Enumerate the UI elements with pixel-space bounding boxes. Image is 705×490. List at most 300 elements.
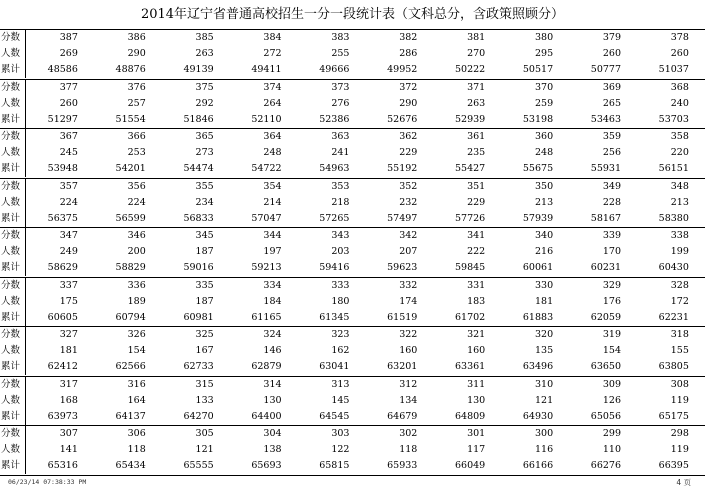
table-cell: 154 xyxy=(602,345,622,356)
table-cell: 349 xyxy=(602,180,622,192)
score-row xyxy=(0,179,705,195)
table-cell: 118 xyxy=(127,444,146,455)
table-cell: 335 xyxy=(195,279,214,291)
table-cell: 60794 xyxy=(115,311,146,323)
table-cell: 189 xyxy=(127,295,146,307)
row-label: 累计 xyxy=(0,260,26,276)
table-cell: 50777 xyxy=(590,64,622,75)
table-cell: 339 xyxy=(602,230,622,241)
cumulative-row xyxy=(0,310,705,326)
table-cell: 51297 xyxy=(47,113,78,125)
table-cell: 352 xyxy=(399,180,418,192)
row-label: 累计 xyxy=(0,112,26,128)
table-cell: 264 xyxy=(263,97,282,109)
table-cell: 213 xyxy=(534,196,554,208)
table-cell: 60061 xyxy=(522,262,554,273)
table-cell: 270 xyxy=(467,48,486,59)
table-cell: 187 xyxy=(195,295,214,307)
table-cell: 363 xyxy=(331,131,350,142)
table-cell: 305 xyxy=(195,428,214,439)
table-cell: 57265 xyxy=(319,212,350,224)
table-cell: 130 xyxy=(467,394,486,406)
table-cell: 324 xyxy=(263,329,282,340)
table-cell: 170 xyxy=(602,246,622,257)
table-cell: 325 xyxy=(195,329,214,340)
table-cell: 184 xyxy=(263,295,282,307)
table-cell: 65693 xyxy=(251,460,282,471)
table-cell: 61165 xyxy=(251,311,282,323)
table-cell: 49411 xyxy=(251,64,282,75)
table-cell: 329 xyxy=(602,279,622,291)
table-cell: 57939 xyxy=(522,212,554,224)
table-cell: 315 xyxy=(195,378,214,390)
table-cell: 240 xyxy=(670,97,689,109)
table-cell: 272 xyxy=(263,48,282,59)
table-cell: 50222 xyxy=(455,64,486,75)
table-cell: 55675 xyxy=(522,163,554,174)
table-cell: 63361 xyxy=(455,361,486,372)
table-cell: 54722 xyxy=(251,163,282,174)
table-cell: 58829 xyxy=(115,262,146,273)
table-cell: 65933 xyxy=(387,460,418,471)
score-row xyxy=(0,30,705,46)
table-cell: 334 xyxy=(263,279,282,291)
table-cell: 344 xyxy=(263,230,282,241)
table-cell: 172 xyxy=(670,295,689,307)
table-cell: 200 xyxy=(127,246,146,257)
table-cell: 66166 xyxy=(522,460,554,471)
table-cell: 218 xyxy=(331,196,350,208)
table-cell: 303 xyxy=(331,428,350,439)
table-cell: 168 xyxy=(59,394,78,406)
table-cell: 347 xyxy=(59,230,78,241)
table-cell: 65316 xyxy=(47,460,78,471)
row-label: 人数 xyxy=(0,145,26,161)
row-label: 人数 xyxy=(0,343,26,359)
table-cell: 63201 xyxy=(387,361,418,372)
row-label: 分数 xyxy=(0,30,26,46)
table-cell: 57726 xyxy=(455,212,486,224)
table-cell: 110 xyxy=(602,444,622,455)
table-cell: 319 xyxy=(602,329,622,340)
table-cell: 54963 xyxy=(319,163,350,174)
table-cell: 360 xyxy=(534,131,554,142)
table-cell: 60231 xyxy=(590,262,622,273)
score-row xyxy=(0,278,705,294)
table-cell: 375 xyxy=(195,81,214,93)
table-cell: 126 xyxy=(602,394,622,406)
table-cell: 249 xyxy=(59,246,78,257)
table-cell: 286 xyxy=(399,48,418,59)
table-cell: 313 xyxy=(331,378,350,390)
row-label: 累计 xyxy=(0,310,26,326)
row-label: 分数 xyxy=(0,278,26,294)
table-cell: 356 xyxy=(127,180,146,192)
score-row xyxy=(0,426,705,442)
table-cell: 228 xyxy=(602,196,622,208)
table-cell: 377 xyxy=(59,81,78,93)
table-cell: 197 xyxy=(263,246,282,257)
table-cell: 135 xyxy=(534,345,554,356)
table-cell: 64270 xyxy=(183,410,214,422)
table-cell: 49952 xyxy=(387,64,418,75)
table-cell: 245 xyxy=(59,147,78,158)
table-cell: 382 xyxy=(399,32,418,43)
table-cell: 51554 xyxy=(115,113,146,125)
table-cell: 354 xyxy=(263,180,282,192)
table-cell: 222 xyxy=(467,246,486,257)
score-row xyxy=(0,228,705,244)
table-cell: 62566 xyxy=(115,361,146,372)
table-cell: 214 xyxy=(263,196,282,208)
table-cell: 60981 xyxy=(183,311,214,323)
table-cell: 57047 xyxy=(251,212,282,224)
table-cell: 160 xyxy=(399,345,418,356)
table-cell: 138 xyxy=(263,444,282,455)
score-block xyxy=(0,80,705,130)
score-block xyxy=(0,426,705,476)
table-cell: 65555 xyxy=(183,460,214,471)
table-cell: 155 xyxy=(670,345,689,356)
table-cell: 343 xyxy=(331,230,350,241)
table-cell: 56375 xyxy=(47,212,78,224)
table-cell: 358 xyxy=(670,131,689,142)
table-cell: 229 xyxy=(399,147,418,158)
page-title: 2014年辽宁省普通高校招生一分一段统计表（文科总分，含政策照顾分） xyxy=(140,7,565,22)
table-cell: 181 xyxy=(534,295,554,307)
table-cell: 51846 xyxy=(183,113,214,125)
table-cell: 381 xyxy=(467,32,486,43)
table-cell: 260 xyxy=(59,97,78,109)
table-cell: 65434 xyxy=(115,460,146,471)
table-cell: 368 xyxy=(670,81,689,93)
table-cell: 65175 xyxy=(658,410,689,422)
table-cell: 162 xyxy=(331,345,350,356)
row-label: 分数 xyxy=(0,179,26,195)
row-label: 累计 xyxy=(0,211,26,227)
table-cell: 276 xyxy=(331,97,350,109)
table-cell: 66049 xyxy=(455,460,486,471)
table-cell: 255 xyxy=(331,48,350,59)
table-cell: 180 xyxy=(331,295,350,307)
table-cell: 175 xyxy=(59,295,78,307)
table-cell: 62733 xyxy=(183,361,214,372)
table-cell: 58167 xyxy=(590,212,622,224)
table-cell: 160 xyxy=(467,345,486,356)
table-cell: 332 xyxy=(399,279,418,291)
table-cell: 327 xyxy=(59,329,78,340)
table-cell: 340 xyxy=(534,230,554,241)
table-cell: 122 xyxy=(331,444,350,455)
table-cell: 207 xyxy=(399,246,418,257)
table-cell: 311 xyxy=(467,378,486,390)
table-cell: 53198 xyxy=(522,113,554,125)
table-cell: 336 xyxy=(127,279,146,291)
table-cell: 220 xyxy=(670,147,689,158)
table-cell: 337 xyxy=(59,279,78,291)
table-cell: 309 xyxy=(602,378,622,390)
table-cell: 59623 xyxy=(387,262,418,273)
table-cell: 359 xyxy=(602,131,622,142)
table-cell: 302 xyxy=(399,428,418,439)
table-cell: 312 xyxy=(399,378,418,390)
row-label: 人数 xyxy=(0,442,26,458)
table-cell: 216 xyxy=(534,246,554,257)
table-cell: 256 xyxy=(602,147,622,158)
table-cell: 64930 xyxy=(522,410,554,422)
table-cell: 66276 xyxy=(590,460,622,471)
table-cell: 199 xyxy=(670,246,689,257)
row-label: 累计 xyxy=(0,161,26,177)
table-cell: 52939 xyxy=(455,113,486,125)
cumulative-row xyxy=(0,161,705,177)
table-cell: 310 xyxy=(534,378,554,390)
table-cell: 323 xyxy=(331,329,350,340)
row-label: 人数 xyxy=(0,96,26,112)
table-cell: 378 xyxy=(670,32,689,43)
table-cell: 154 xyxy=(127,345,146,356)
cumulative-row xyxy=(0,260,705,276)
table-cell: 63496 xyxy=(522,361,554,372)
table-cell: 235 xyxy=(467,147,486,158)
score-row xyxy=(0,129,705,145)
table-cell: 66395 xyxy=(658,460,689,471)
table-cell: 379 xyxy=(602,32,622,43)
table-cell: 116 xyxy=(534,444,554,455)
table-cell: 62412 xyxy=(47,361,78,372)
score-block xyxy=(0,278,705,328)
row-label: 分数 xyxy=(0,129,26,145)
table-cell: 52386 xyxy=(319,113,350,125)
table-cell: 64679 xyxy=(387,410,418,422)
table-cell: 62879 xyxy=(251,361,282,372)
table-cell: 49139 xyxy=(183,64,214,75)
table-cell: 183 xyxy=(467,295,486,307)
table-cell: 308 xyxy=(670,378,689,390)
count-row xyxy=(0,244,705,260)
table-cell: 338 xyxy=(670,230,689,241)
table-cell: 376 xyxy=(127,81,146,93)
table-cell: 145 xyxy=(331,394,350,406)
table-cell: 350 xyxy=(534,180,554,192)
table-cell: 316 xyxy=(127,378,146,390)
table-cell: 64545 xyxy=(319,410,350,422)
cumulative-row xyxy=(0,112,705,128)
table-cell: 59416 xyxy=(319,262,350,273)
table-cell: 141 xyxy=(59,444,78,455)
table-cell: 351 xyxy=(467,180,486,192)
table-cell: 273 xyxy=(195,147,214,158)
cumulative-row xyxy=(0,62,705,78)
table-cell: 234 xyxy=(195,196,214,208)
table-cell: 50517 xyxy=(522,64,554,75)
table-cell: 364 xyxy=(263,131,282,142)
table-cell: 326 xyxy=(127,329,146,340)
table-cell: 384 xyxy=(263,32,282,43)
table-cell: 253 xyxy=(127,147,146,158)
table-cell: 119 xyxy=(670,394,689,406)
table-cell: 229 xyxy=(467,196,486,208)
table-cell: 176 xyxy=(602,295,622,307)
table-cell: 367 xyxy=(59,131,78,142)
row-label: 人数 xyxy=(0,195,26,211)
table-cell: 130 xyxy=(263,394,282,406)
table-cell: 295 xyxy=(534,48,554,59)
table-cell: 54201 xyxy=(115,163,146,174)
row-label: 累计 xyxy=(0,458,26,474)
table-cell: 298 xyxy=(670,428,689,439)
table-cell: 265 xyxy=(602,97,622,109)
table-cell: 330 xyxy=(534,279,554,291)
score-row xyxy=(0,377,705,393)
table-cell: 248 xyxy=(263,147,282,158)
cumulative-row xyxy=(0,211,705,227)
table-cell: 61702 xyxy=(455,311,486,323)
table-cell: 65815 xyxy=(319,460,350,471)
score-row xyxy=(0,80,705,96)
row-label: 累计 xyxy=(0,62,26,78)
table-cell: 56599 xyxy=(115,212,146,224)
table-cell: 65056 xyxy=(590,410,622,422)
table-cell: 301 xyxy=(467,428,486,439)
table-cell: 55427 xyxy=(455,163,486,174)
score-distribution-table xyxy=(0,29,705,476)
table-cell: 307 xyxy=(59,428,78,439)
table-cell: 213 xyxy=(670,196,689,208)
table-cell: 259 xyxy=(534,97,554,109)
table-cell: 224 xyxy=(59,196,78,208)
row-label: 人数 xyxy=(0,393,26,409)
table-cell: 187 xyxy=(195,246,214,257)
score-block xyxy=(0,377,705,427)
table-cell: 164 xyxy=(127,394,146,406)
table-cell: 263 xyxy=(467,97,486,109)
row-label: 分数 xyxy=(0,377,26,393)
row-label: 人数 xyxy=(0,46,26,62)
count-row xyxy=(0,294,705,310)
table-cell: 357 xyxy=(59,180,78,192)
table-cell: 373 xyxy=(331,81,350,93)
table-cell: 61345 xyxy=(319,311,350,323)
table-cell: 299 xyxy=(602,428,622,439)
table-cell: 55931 xyxy=(590,163,622,174)
table-cell: 52676 xyxy=(387,113,418,125)
table-cell: 59016 xyxy=(183,262,214,273)
table-cell: 64809 xyxy=(455,410,486,422)
table-cell: 203 xyxy=(331,246,350,257)
table-cell: 48876 xyxy=(115,64,146,75)
table-cell: 62059 xyxy=(590,311,622,323)
table-cell: 59213 xyxy=(251,262,282,273)
table-cell: 49666 xyxy=(319,64,350,75)
table-cell: 355 xyxy=(195,180,214,192)
table-cell: 383 xyxy=(331,32,350,43)
table-cell: 121 xyxy=(195,444,214,455)
count-row xyxy=(0,96,705,112)
table-cell: 53463 xyxy=(590,113,622,125)
table-cell: 320 xyxy=(534,329,554,340)
table-cell: 346 xyxy=(127,230,146,241)
table-cell: 53703 xyxy=(658,113,689,125)
table-cell: 263 xyxy=(195,48,214,59)
table-cell: 269 xyxy=(59,48,78,59)
table-cell: 119 xyxy=(670,444,689,455)
row-label: 分数 xyxy=(0,426,26,442)
table-cell: 63973 xyxy=(47,410,78,422)
table-cell: 51037 xyxy=(658,64,689,75)
cumulative-row xyxy=(0,359,705,375)
row-label: 分数 xyxy=(0,327,26,343)
table-cell: 52110 xyxy=(251,113,282,125)
table-cell: 345 xyxy=(195,230,214,241)
table-cell: 300 xyxy=(534,428,554,439)
table-cell: 232 xyxy=(399,196,418,208)
table-cell: 121 xyxy=(534,394,554,406)
cumulative-row xyxy=(0,409,705,425)
table-cell: 370 xyxy=(534,81,554,93)
table-cell: 331 xyxy=(467,279,486,291)
table-cell: 333 xyxy=(331,279,350,291)
score-block xyxy=(0,327,705,377)
table-cell: 260 xyxy=(670,48,689,59)
count-row xyxy=(0,145,705,161)
table-cell: 374 xyxy=(263,81,282,93)
table-cell: 61883 xyxy=(522,311,554,323)
table-cell: 63805 xyxy=(658,361,689,372)
score-block xyxy=(0,30,705,80)
table-cell: 318 xyxy=(670,329,689,340)
count-row xyxy=(0,442,705,458)
table-cell: 348 xyxy=(670,180,689,192)
table-cell: 306 xyxy=(127,428,146,439)
table-cell: 387 xyxy=(59,32,78,43)
table-cell: 342 xyxy=(399,230,418,241)
table-cell: 380 xyxy=(534,32,554,43)
count-row xyxy=(0,343,705,359)
table-cell: 290 xyxy=(127,48,146,59)
table-cell: 366 xyxy=(127,131,146,142)
count-row xyxy=(0,393,705,409)
score-row xyxy=(0,327,705,343)
table-cell: 328 xyxy=(670,279,689,291)
count-row xyxy=(0,195,705,211)
table-cell: 59845 xyxy=(455,262,486,273)
count-row xyxy=(0,46,705,62)
table-cell: 63650 xyxy=(590,361,622,372)
print-timestamp: 06/23/14 07:38:33 PM xyxy=(8,478,87,486)
table-cell: 257 xyxy=(127,97,146,109)
table-cell: 321 xyxy=(467,329,486,340)
table-cell: 314 xyxy=(263,378,282,390)
table-cell: 118 xyxy=(399,444,418,455)
table-cell: 174 xyxy=(399,295,418,307)
table-cell: 181 xyxy=(59,345,78,356)
table-cell: 62231 xyxy=(658,311,689,323)
table-cell: 146 xyxy=(263,345,282,356)
table-cell: 260 xyxy=(602,48,622,59)
table-cell: 372 xyxy=(399,81,418,93)
table-cell: 371 xyxy=(467,81,486,93)
row-label: 累计 xyxy=(0,359,26,375)
table-cell: 386 xyxy=(127,32,146,43)
table-cell: 353 xyxy=(331,180,350,192)
table-cell: 304 xyxy=(263,428,282,439)
table-cell: 55192 xyxy=(387,163,418,174)
table-cell: 133 xyxy=(195,394,214,406)
row-label: 累计 xyxy=(0,409,26,425)
table-cell: 117 xyxy=(467,444,486,455)
table-cell: 292 xyxy=(195,97,214,109)
